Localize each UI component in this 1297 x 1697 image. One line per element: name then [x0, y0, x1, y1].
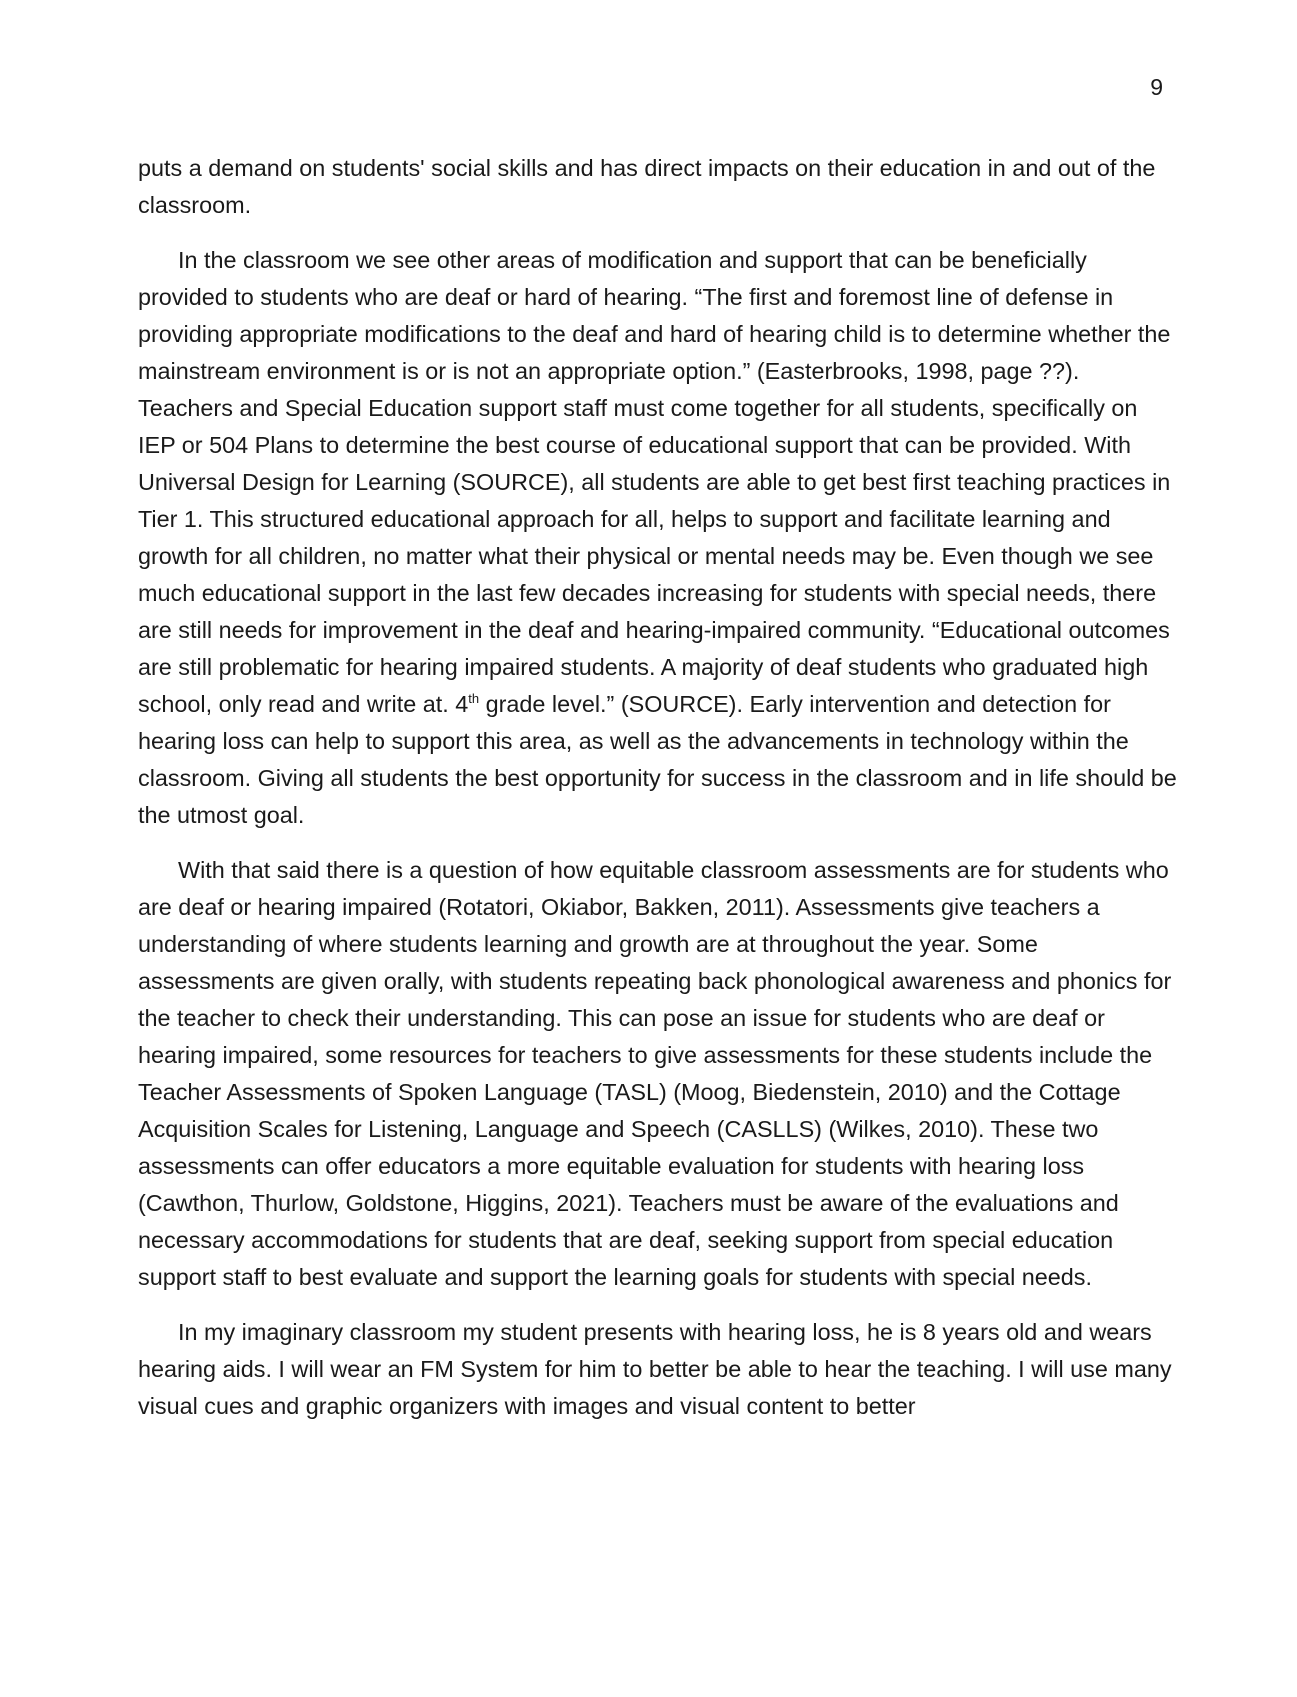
paragraph-classroom-modifications	[138, 242, 1178, 834]
ordinal-superscript: th	[468, 691, 480, 706]
paragraph-imaginary-classroom: In my imaginary classroom my student presents with hearing loss, he is 8 years old and wears hearing aids. I will wear an FM System for him to better be able to hear the teaching. I will use many visual cues and graphic organizers with images and visual content to better	[138, 1319, 1172, 1419]
paragraph-assessments: With that said there is a question of how equitable classroom assessments are for students who are deaf or hearing impaired (Rotatori, Okiabor, Bakken, 2011). Assessments give teachers a understanding of where students learning and growth are at throughout the year. Some assessments are given orally, with students repeating back phonological awareness and phonics for the teacher to check their understanding. This can pose an issue for students who are deaf or hearing impaired, some resources for teachers to give assessments for these students include the Teacher Assessments of Spoken Language (TASL) (Moog, Biedenstein, 2010) and the Cottage Acquisition Scales for Listening, Language and Speech (CASLLS) (Wilkes, 2010). These two assessments can offer educators a more equitable evaluation for students with hearing loss (Cawthon, Thurlow, Goldstone, Higgins, 2021). Teachers must be aware of the evaluations and necessary accommodations for students that are deaf, seeking support from special education support staff to best evaluate and support the learning goals for students with special needs.	[138, 857, 1172, 1290]
paragraph-continuation: puts a demand on students' social skills and has direct impacts on their education in and out of the classroom.	[138, 155, 1156, 218]
paragraph-text-part: In the classroom we see other areas of modification and support that can be beneficially provided to students who are deaf or hard of hearing. “The first and foremost line of defense in providing appropriate modifications to the deaf and hard of hearing child is to determine whether the mainstream environment is or is not an appropriate option.” (Easterbrooks, 1998, page ??). Teachers and Special Education support staff must come together for all students, specifically on IEP or 504 Plans to determine the best course of educational support that can be provided. With Universal Design for Learning (SOURCE), all students are able to get best first teaching practices in Tier 1. This structured educational approach for all, helps to support and facilitate learning and growth for all children, no matter what their physical or mental needs may be. Even though we see much educational support in the last few decades increasing for students with special needs, there are still needs for improvement in the deaf and hearing-impaired community. “Educational outcomes are still problematic for hearing impaired students. A majority of deaf students who graduated high school, only read and write at. 4	[138, 247, 1171, 717]
page-number: 9	[1150, 74, 1163, 100]
paragraph-text-part: grade level.” (SOURCE). Early intervention and detection for hearing loss can help to support this area, as well as the advancements in technology within the classroom. Giving all students the best opportunity for success in the classroom and in life should be the utmost goal.	[138, 691, 1177, 828]
document-body	[138, 150, 1178, 1443]
